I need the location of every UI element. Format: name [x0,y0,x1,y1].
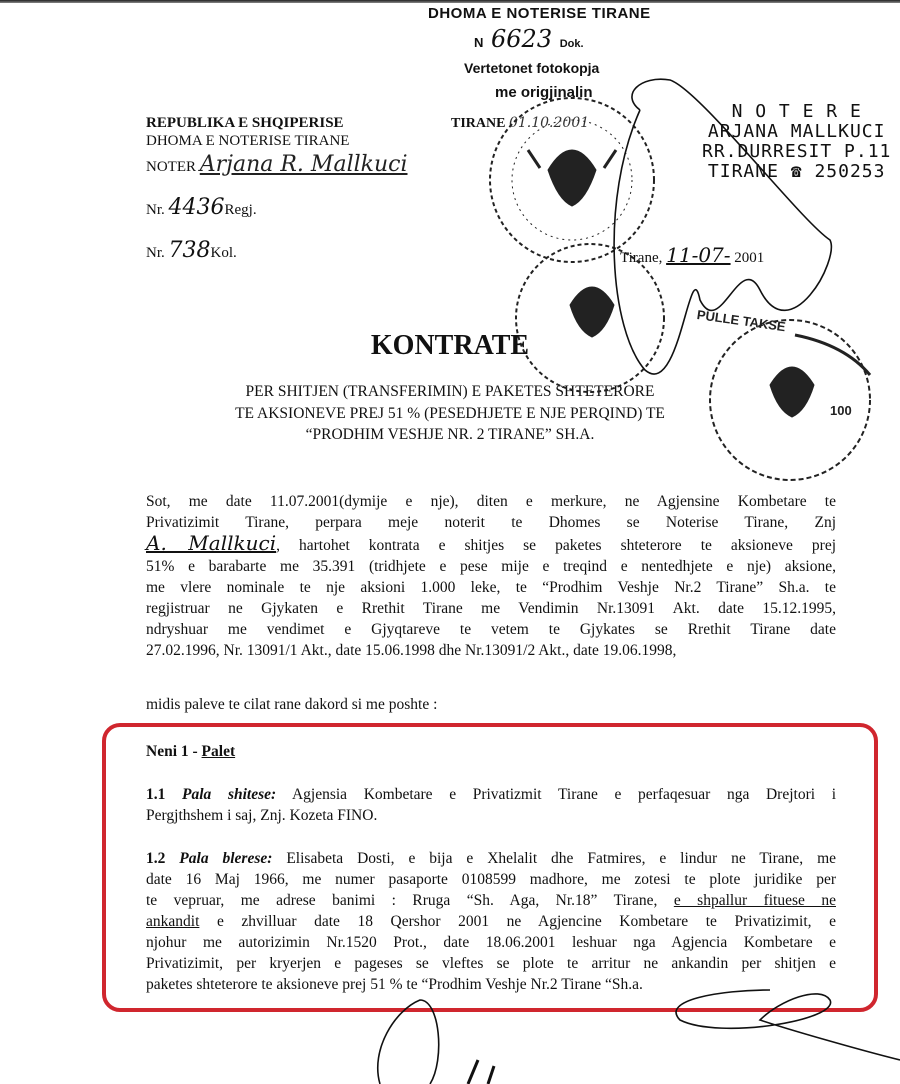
document-subtitle-1: PER SHITJEN (TRANSFERIMIN) E PAKETES SHTETERORE [245,383,655,400]
tax-stamp-value: 100 [830,403,852,418]
noter-signature: Arjana R. Mallkuci [199,152,408,177]
article-1-item-1: 1.1 Pala shitese: Agjensia Kombetare e Privatizmit Tirane e perfaqesuar nga Drejtori i Pergjthshem i saj, Znj. Kozeta FINO. [146,786,836,824]
noter-stamp: N O T E R E ARJANA MALLKUCI RR.DURRESIT P.11 TIRANE ☎ 250253 [702,101,892,182]
certification-office: DHOMA E NOTERISE TIRANE [428,5,651,22]
window-top-edge [0,0,900,3]
header-noter [146,152,408,177]
bottom-signature-scribble [378,1000,439,1084]
article-1-item-2: 1.2 Pala blerese: Elisabeta Dosti, e bija e Xhelalit dhe Fatmires, e lindur ne Tirane, me date 16 Maj 1966, me numer pasaporte 0108599 madhore, me zotesi te plote juridike per te vepruar, me adrese banimi : Rruga “Sh. Aga, Nr.18” Tirane, e shpallur fituese ne ankandit e zhvilluar date 18 Qershor 2001 ne Agjencine Kombetare te Privatizimit, e njohur me autorizimin Nr.1520 Prot., date 18.06.2001 leshuar nga Agjencia Kombetare e Privatizimit, per kryerjen e pageses se vleftes se plote te arritur ne ankandin per shitjen e paketes shteterore te aksioneve prej 51 % te “Prodhim Veshje Nr.2 Tirane “Sh.a. [146,850,837,993]
header-republic: REPUBLIKA E SHQIPERISE [146,115,344,131]
document-subtitle-2: TE AKSIONEVE PREJ 51 % (PESEDHJETE E NJE PERQIND) TE [235,405,665,422]
buyer-label: Pala blerese: [179,850,273,867]
seller-label: Pala shitese: [182,786,277,803]
noter-label: NOTER [146,159,196,175]
certification-line-2: me origjinalin [495,84,593,101]
inline-signature: A. Mallkuci [146,531,277,555]
collection-number-value: 738 [168,238,211,263]
document-subtitle-3: “PRODHIM VESHJE NR. 2 TIRANE” SH.A. [305,426,595,443]
certification-place-date [451,115,589,132]
certification-place: TIRANE [451,116,506,131]
certification-date: 01.10.2001 [508,115,590,131]
tax-stamp-label: PULLE TAKSE [696,306,787,335]
article-1-heading: Neni 1 - Palet [146,743,236,760]
header-chamber: DHOMA E NOTERISE TIRANE [146,133,350,149]
certification-number [474,25,584,53]
parties-intro: midis paleve te cilat rane dakord si me poshte : [146,696,438,713]
contract-date-handwritten: 11-07- [666,243,731,267]
certification-number-prefix: N [474,35,484,50]
collection-number: Nr. 738Kol. [146,238,237,263]
certification-line-1: Vertetonet fotokopja [464,60,600,76]
contract-place-date: Tirane, 11-07- 2001 [620,243,765,267]
intro-paragraph: Sot, me date 11.07.2001(dymije e nje), diten e merkure, ne Agjensine Kombetare te Privatizimit Tirane, perpara meje noterit te Dhomes se Noterise Tirane, Znj A. Mallkuci, hartohet kontrata e shitjes se paketes shteterore te aksioneve prej 51% e barabarte me 35.391 (tridhjete e pese mije e treqind e nentedhjete e nje) aksione, me vlere nominale te nje aksioni 1.000 leke, te “Prodhim Veshje Nr.2 Tirane” Sh.a. te regjistruar ne Gjykaten e Rrethit Tirane me Vendimin Nr.13091 Akt. date 15.12.1995, ndryshuar me vendimet e Gjyqtareve te vetem te Gjykates se Rrethit Tirane date 27.02.1996, Nr. 13091/1 Akt., date 15.06.1998 dhe Nr.13091/2 Akt., date 19.06.1998, [146,493,836,659]
certification-number-suffix: Dok. [559,38,584,50]
document-title: KONTRATE [370,330,530,361]
register-number-value: 4436 [168,195,225,220]
certification-number-value: 6623 [491,25,553,53]
register-number: Nr. 4436Regj. [146,195,257,220]
